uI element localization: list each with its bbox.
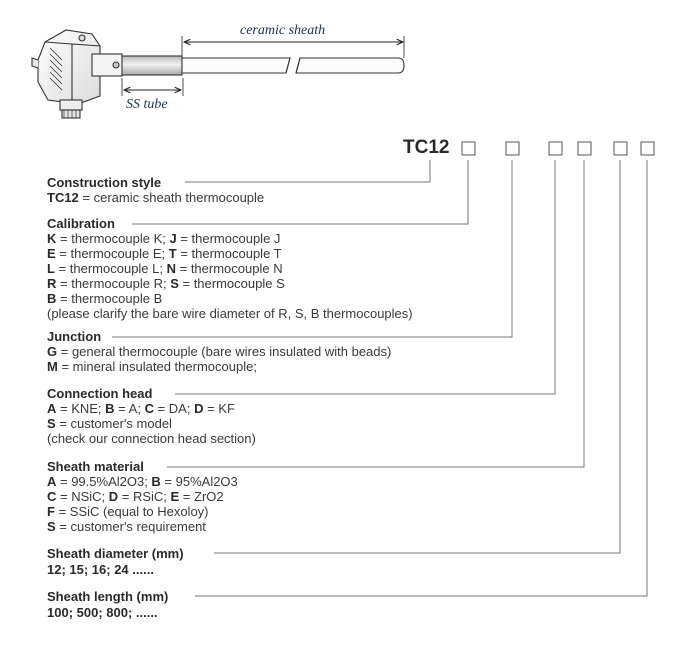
junction-line: G = general thermocouple (bare wires insulated with beads) xyxy=(47,344,392,359)
code-box-diameter xyxy=(614,142,627,155)
material-line: A = 99.5%Al2O3; B = 95%Al2O3 xyxy=(47,474,238,489)
head-title: Connection head xyxy=(47,386,153,401)
material-title: Sheath material xyxy=(47,459,144,474)
calibration-line: B = thermocouple B xyxy=(47,291,163,306)
ss-tube-drawing xyxy=(122,56,182,75)
junction-title: Junction xyxy=(47,329,102,344)
model-code-prefix: TC12 xyxy=(403,137,450,158)
calibration-line: E = thermocouple E; T = thermocouple T xyxy=(47,246,282,261)
leader-length xyxy=(195,160,647,596)
thermocouple-illustration xyxy=(32,30,404,118)
length-values: 100; 500; 800; ...... xyxy=(47,605,158,620)
connection-head-drawing xyxy=(32,30,122,118)
head-note: (check our connection head section) xyxy=(47,431,256,446)
ceramic-sheath-label: ceramic sheath xyxy=(240,23,326,38)
junction-line: M = mineral insulated thermocouple; xyxy=(47,359,257,374)
material-line: C = NSiC; D = RSiC; E = ZrO2 xyxy=(47,489,224,504)
head-line: S = customer's model xyxy=(47,416,172,431)
construction-title: Construction style xyxy=(47,175,162,190)
calibration-line: R = thermocouple R; S = thermocouple S xyxy=(47,276,285,291)
calibration-line: K = thermocouple K; J = thermocouple J xyxy=(47,231,281,246)
code-box-material xyxy=(578,142,591,155)
code-box-junction xyxy=(506,142,519,155)
construction-line: TC12 = ceramic sheath thermocouple xyxy=(47,190,265,205)
code-box-calibration xyxy=(462,142,475,155)
ss-tube-label: SS tube xyxy=(126,97,168,112)
material-line: S = customer's requirement xyxy=(47,519,206,534)
length-title: Sheath length (mm) xyxy=(47,589,169,604)
ceramic-sheath-drawing xyxy=(182,58,290,73)
calibration-line: L = thermocouple L; N = thermocouple N xyxy=(47,261,283,276)
code-boxes xyxy=(462,142,654,155)
code-box-length xyxy=(641,142,654,155)
calibration-note: (please clarify the bare wire diameter of R, S, B thermocouples) xyxy=(47,306,413,321)
diameter-title: Sheath diameter (mm) xyxy=(47,546,184,561)
leader-construction xyxy=(185,160,430,182)
head-line: A = KNE; B = A; C = DA; D = KF xyxy=(47,401,235,416)
diameter-values: 12; 15; 16; 24 ...... xyxy=(47,562,154,577)
code-box-head xyxy=(549,142,562,155)
material-line: F = SSiC (equal to Hexoloy) xyxy=(47,504,209,519)
calibration-title: Calibration xyxy=(47,216,115,231)
